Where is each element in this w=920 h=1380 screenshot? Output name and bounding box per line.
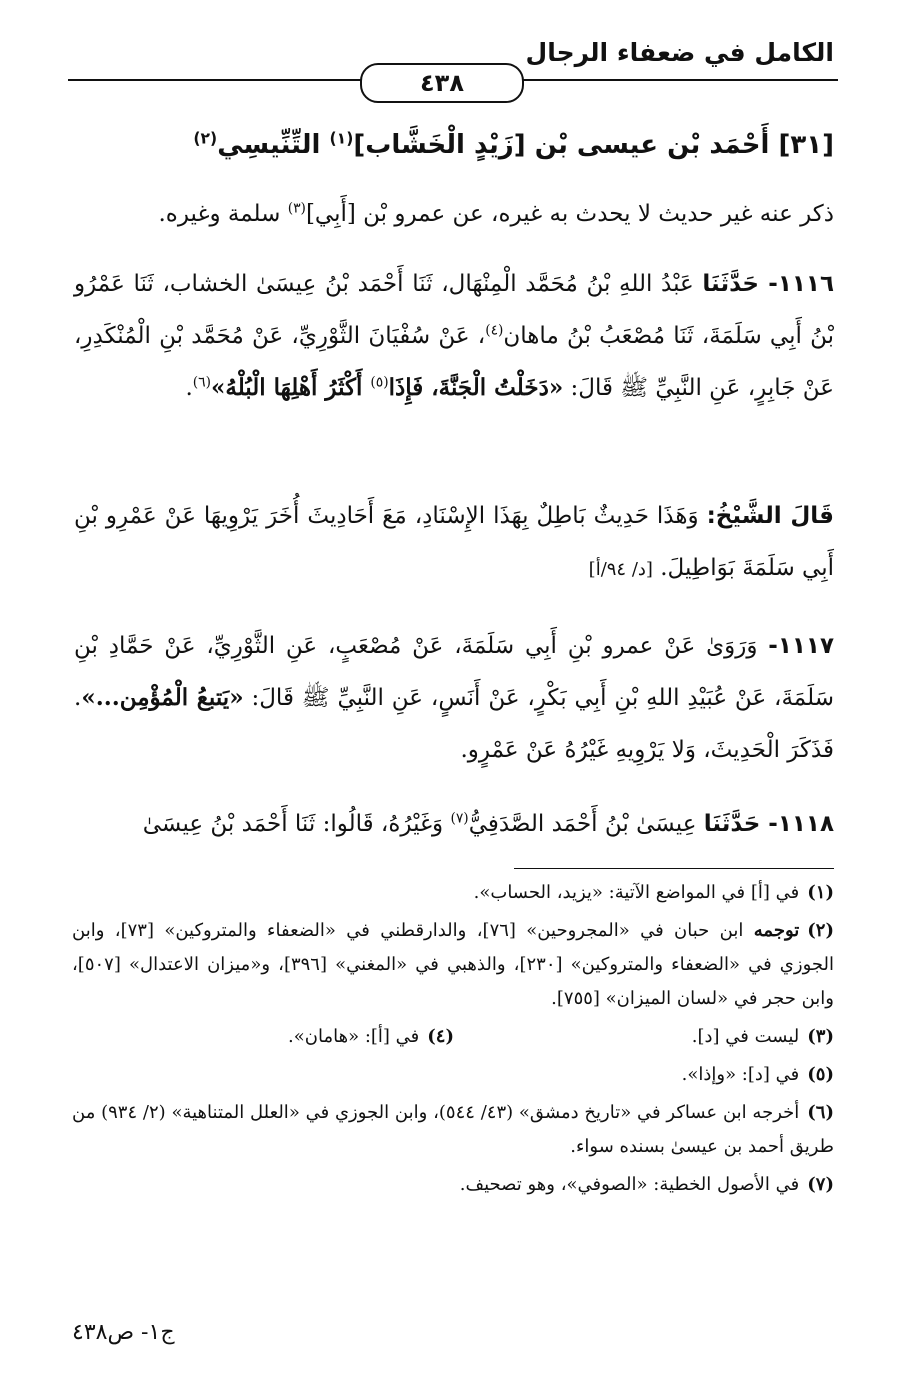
hadith-number: ١١١٦- حَدَّثَنَا — [702, 271, 835, 297]
footnote-number: (٤) — [427, 1026, 454, 1047]
paragraph-text: وَهَذَا حَدِيثٌ بَاطِلٌ بِهَذَا الإِسْنَادِ، مَعَ أَحَادِيثَ أُخَرَ يَرْوِيهَا عَنْ عَمْرِو بْنِ أَبِي سَلَمَةَ بَوَاطِيلَ. — [74, 503, 834, 581]
footnote-marker: (٧) — [450, 810, 469, 827]
hadith-quote: «يَتبعُ الْمُؤْمِن...» — [81, 684, 244, 711]
footer-page-ref: ج١- ص٤٣٨ — [72, 1320, 175, 1345]
footnote-text: في [أ] في المواضع الآتية: «يزيد، الحساب». — [473, 882, 800, 903]
hadith-number: ١١١٨- حَدَّثَنَا — [703, 811, 834, 837]
hadith-1116 — [74, 258, 834, 414]
hadith-quote: أَكْثَرُ أَهْلِهَا الْبُلْهُ» — [210, 374, 371, 401]
footnote-separator — [514, 868, 834, 869]
footnote-lead: توجمه — [753, 920, 800, 941]
entry-title — [74, 130, 834, 160]
footnote-text: ليست في [د]. — [691, 1026, 800, 1047]
footnote-marker: (٢) — [193, 129, 218, 148]
footnote-number: (٦) — [807, 1102, 834, 1123]
page-number: ٤٣٨ — [420, 69, 464, 97]
footnote-4 — [74, 1020, 454, 1054]
footnote-5 — [72, 1058, 834, 1092]
footnote-1 — [72, 876, 834, 910]
sheikh-comment — [74, 490, 834, 596]
hadith-1118 — [74, 798, 834, 850]
hadith-number: ١١١٧- — [768, 633, 834, 659]
paragraph-text: سلمة وغيره. — [158, 201, 288, 227]
footnote-marker: (١) — [329, 129, 354, 148]
paragraph-intro — [74, 188, 834, 240]
paragraph-text: عِيسَىٰ بْنُ أَحْمَد الصَّدَفِيُّ — [468, 811, 704, 837]
footnote-text: أخرجه ابن عساكر في «تاريخ دمشق» (٤٣/ ٥٤٤)، وابن الجوزي في «العلل المتناهية» (٢/ ٩٣٤) من طريق أحمد بن عيسىٰ بسنده سواء. — [72, 1102, 834, 1157]
footnote-number: (٢) — [807, 920, 834, 941]
hadith-1117 — [74, 620, 834, 776]
footnote-number: (١) — [807, 882, 834, 903]
footnote-2 — [72, 914, 834, 1016]
footnote-6 — [72, 1096, 834, 1164]
paragraph-text: . فَذَكَرَ الْحَدِيثَ، وَلا يَرْوِيهِ غَيْرُهُ عَنْ عَمْرٍو. — [74, 685, 834, 763]
footnote-number: (٣) — [807, 1026, 834, 1047]
footnote-marker: (٤) — [485, 322, 504, 339]
manuscript-ref: [د/ ٩٤/أ] — [588, 559, 653, 580]
hadith-quote: «دَخَلْتُ الْجَنَّةَ، فَإِذَا — [388, 374, 564, 401]
paragraph-text: . — [185, 375, 193, 401]
footnote-marker: (٦) — [192, 374, 211, 391]
footnote-7 — [72, 1168, 834, 1202]
page-number-badge — [360, 63, 524, 103]
paragraph-text: وَرَوَىٰ عَنْ عمرو بْنِ أَبِي سَلَمَةَ، عَنْ مُصْعَبٍ، عَنِ الثَّوْرِيِّ، عَنْ حَمَّادِ بْنِ سَلَمَةَ، عَنْ عُبَيْدِ اللهِ بْنِ أَبِي بَكْرٍ، عَنْ أَنَسٍ، عَنِ النَّبِيِّ ﷺ قَالَ: — [74, 633, 834, 711]
footnote-marker: (٥) — [370, 374, 389, 391]
entry-title-text: [٣١] أَحْمَد بْن عيسى بْن [زَيْدٍ الْخَشَّاب] — [353, 130, 834, 160]
paragraph-text: ذكر عنه غير حديث لا يحدث به غيره، عن عمرو بْن [أَبِي] — [305, 201, 834, 227]
footnote-text: ابن حبان في «المجروحين» [٧٦]، والدارقطني في «الضعفاء والمتروكين» [٧٣]، وابن الجوزي في «الضعفاء والمتروكين» [٢٣٠]، والذهبي في «المغني» [٣٩٦]، و«ميزان الاعتدال» [٥٠٧]، وابن حجر في «لسان الميزان» [٧٥٥]. — [72, 920, 834, 1009]
entry-title-nisba: التِّنِّيسِي — [217, 130, 330, 160]
footnote-number: (٧) — [807, 1174, 834, 1195]
paragraph-text: وَغَيْرُهُ، قَالُوا: ثَنَا أَحْمَد بْنُ عِيسَىٰ — [142, 811, 451, 837]
footnote-number: (٥) — [807, 1064, 834, 1085]
footnote-row-3-4 — [72, 1020, 834, 1054]
running-title: الكامل في ضعفاء الرجال — [525, 38, 834, 67]
footnote-text: في [أ]: «هامان». — [288, 1026, 420, 1047]
paragraph-text: عَبْدُ اللهِ بْنُ مُحَمَّد الْمِنْهَال، ثَنَا أَحْمَد بْنُ عِيسَىٰ الخشاب، ثَنَا عَمْرُو بْنُ أَبِي سَلَمَةَ، ثَنَا مُصْعَبُ بْنُ ماهان — [74, 271, 834, 349]
footnote-text: في [د]: «وإذا». — [681, 1064, 800, 1085]
footnote-marker: (٣) — [287, 200, 306, 217]
footnote-text: في الأصول الخطية: «الصوفي»، وهو تصحيف. — [459, 1174, 800, 1195]
footnotes — [72, 876, 834, 1206]
paragraph-text: ، عَنْ سُفْيَانَ الثَّوْرِيِّ، عَنْ مُحَمَّد بْنِ الْمُنْكَدِرِ، عَنْ جَابِرٍ، عَنِ النَّبِيِّ ﷺ قَالَ: — [74, 323, 834, 401]
footnote-3 — [454, 1020, 834, 1054]
sheikh-label: قَالَ الشَّيْخُ: — [706, 503, 834, 529]
